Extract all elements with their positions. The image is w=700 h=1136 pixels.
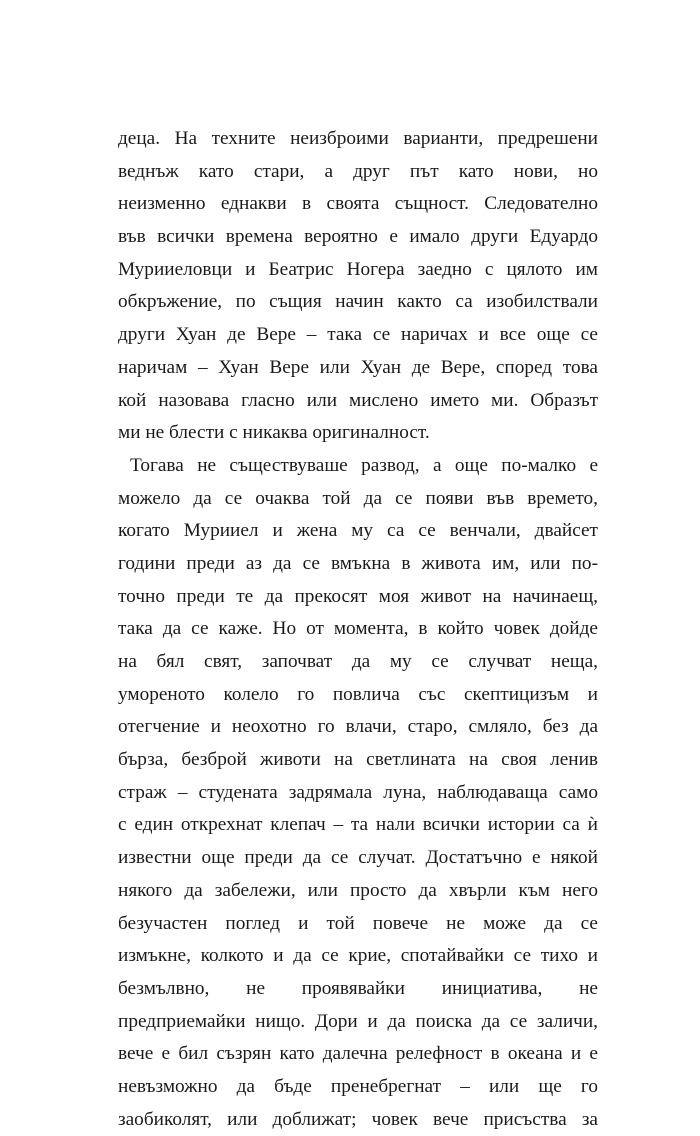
text-line: деца. На техните неизброими варианти, предрешени [118, 128, 598, 149]
text-line: бърза, безброй животи на светлината на своя ленив [118, 749, 598, 771]
text-line: безмълвно, не проявявайки инициатива, не [118, 977, 598, 999]
text-line: наричам – Хуан Вере или Хуан де Вере, според това [118, 356, 598, 378]
text-line: невъзможно да бъде пренебрегнат – или ще го [118, 1075, 598, 1097]
text-line: безучастен поглед и той повече не може да се [118, 912, 598, 934]
text-line: години преди аз да се вмъкна в живота им, или по- [118, 552, 598, 574]
text-line: известни още преди да се случат. Достатъчно е някой [118, 847, 598, 869]
text-line: някого да забележи, или просто да хвърли към него [118, 879, 598, 901]
text-line: предприемайки нищо. Дори и да поиска да се заличи, [118, 1010, 598, 1032]
text-line: точно преди те да прекосят моя живот на начинаещ, [118, 585, 598, 607]
text-line: Мурииеловци и Беатрис Ногера заедно с цялото им [118, 258, 598, 280]
body-text [118, 123, 598, 1136]
paragraph-first-line: Тогава не съществуваше развод, а още по-малко е [130, 454, 598, 476]
text-line: обкръжение, по същия начин както са изобилствали [118, 291, 598, 313]
text-line: измъкне, колкото и да се крие, спотайвайки се тихо и [118, 945, 598, 967]
text-line: с един открехнат клепач – та нали всички истории са ѝ [118, 814, 598, 836]
text-line: страж – студената задрямала луна, наблюдаваща само [118, 781, 598, 803]
text-line: вече е бил съзрян като далечна релефност в океана и е [118, 1043, 598, 1065]
text-line: на бял свят, започват да му се случват неща, [118, 651, 598, 672]
text-line: неизменно еднакви в своята същност. Следователно [118, 193, 598, 215]
paragraph-end-line: ми не блести с никаква оригиналност. [118, 422, 430, 444]
text-line: можело да се очаква той да се появи във времето, [118, 487, 598, 509]
text-line: други Хуан де Вере – така се наричах и все още се [118, 324, 598, 346]
text-line: когато Мурииел и жена му са се венчали, двайсет [118, 520, 598, 542]
text-line: във всички времена вероятно е имало други Едуардо [118, 226, 598, 248]
text-line: веднъж като стари, а друг път като нови, но [118, 160, 598, 182]
text-line: умореното колело го повлича със скептицизъм и [118, 683, 598, 705]
text-line: така да се каже. Но от момента, в който човек дойде [118, 618, 598, 640]
text-line: кой назовава гласно или мислено името ми. Образът [118, 389, 598, 411]
text-line: заобиколят, или доближат; човек вече присъства за [118, 1108, 598, 1130]
text-line: отегчение и неохотно го влачи, старо, смляло, без да [118, 716, 598, 738]
